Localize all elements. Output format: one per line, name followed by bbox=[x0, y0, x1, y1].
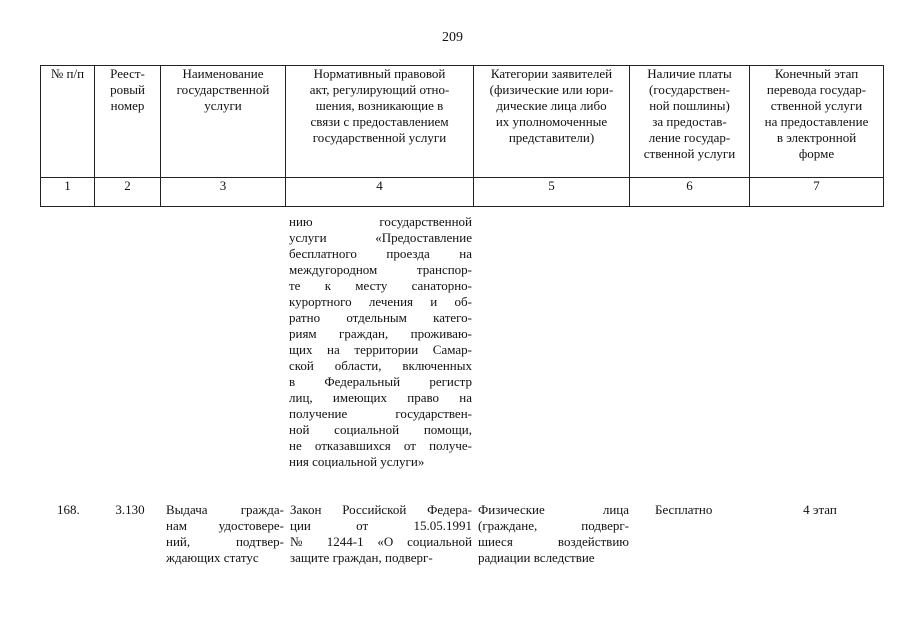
column-number-row bbox=[41, 178, 884, 207]
column-number-2: 2 bbox=[95, 178, 161, 207]
row-168-applicant-category bbox=[478, 502, 629, 566]
column-number-1: 1 bbox=[41, 178, 95, 207]
text-line: на предоставление bbox=[764, 114, 869, 129]
column-number-5: 5 bbox=[474, 178, 630, 207]
text-line: в электронной bbox=[776, 130, 857, 145]
text-line: ции от 15.05.1991 bbox=[290, 518, 472, 533]
column-number-4: 4 bbox=[286, 178, 474, 207]
text-line: получение государствен- bbox=[289, 406, 472, 421]
text-line: за предостав- bbox=[652, 114, 727, 129]
header-cell-legal-act bbox=[286, 66, 474, 178]
header-cell-fee bbox=[630, 66, 750, 178]
column-number-6: 6 bbox=[630, 178, 750, 207]
text-line: риям граждан, проживаю- bbox=[289, 326, 472, 341]
text-line: ровый bbox=[110, 82, 145, 97]
services-table-header bbox=[40, 65, 884, 207]
text-line: Реест- bbox=[110, 66, 145, 81]
text-line: дические лица либо bbox=[496, 98, 607, 113]
text-line: щих на территории Самар- bbox=[289, 342, 472, 357]
text-line: Закон Российской Федера- bbox=[290, 502, 472, 517]
text-line: (физические или юри- bbox=[489, 82, 614, 97]
text-line: шиеся воздействию bbox=[478, 534, 629, 549]
text-line: не отказавшихся от получе- bbox=[289, 438, 472, 453]
text-line: услуги «Предоставление bbox=[289, 230, 472, 245]
text-line: Выдача гражда- bbox=[166, 502, 284, 517]
text-line: курортного лечения и об- bbox=[289, 294, 472, 309]
text-line: междугородном транспор- bbox=[289, 262, 472, 277]
text-line: Категории заявителей bbox=[490, 66, 613, 81]
row-168-number: 168. bbox=[57, 502, 80, 517]
text-line: (граждане, подверг- bbox=[478, 518, 629, 533]
column-number-7: 7 bbox=[750, 178, 884, 207]
header-cell-applicants bbox=[474, 66, 630, 178]
text-line: Конечный этап bbox=[774, 66, 859, 81]
text-line: ждающих статус bbox=[166, 550, 259, 565]
text-line: Физические лица bbox=[478, 502, 629, 517]
text-line: связи с предоставлением bbox=[310, 114, 449, 129]
text-line: ской области, включенных bbox=[289, 358, 472, 373]
column-number-3: 3 bbox=[161, 178, 286, 207]
text-line: нию государственной bbox=[289, 214, 472, 229]
text-line: нам удостовере- bbox=[166, 518, 284, 533]
text-line: (государствен- bbox=[649, 82, 730, 97]
row-168-service-name bbox=[166, 502, 284, 566]
row-168-final-stage: 4 этап bbox=[803, 502, 837, 517]
text-line: № п/п bbox=[50, 66, 85, 81]
header-cell-registry bbox=[95, 66, 161, 178]
text-line: радиации вследствие bbox=[478, 550, 595, 565]
text-line: № 1244-1 «О социальной bbox=[290, 534, 472, 549]
text-line: ственной услуги bbox=[770, 98, 863, 113]
text-line: ной социальной помощи, bbox=[289, 422, 472, 437]
text-line: ление государ- bbox=[648, 130, 731, 145]
text-line: защите граждан, подверг- bbox=[290, 550, 433, 565]
header-cell-service-name bbox=[161, 66, 286, 178]
text-line: ственной услуги bbox=[643, 146, 736, 161]
text-line: услуги bbox=[204, 98, 242, 113]
text-line: ной пошлины) bbox=[649, 98, 730, 113]
text-line: в Федеральный регистр bbox=[289, 374, 472, 389]
text-line: Нормативный правовой bbox=[313, 66, 446, 81]
header-cell-final-stage bbox=[750, 66, 884, 178]
text-line: акт, регулирующий отно- bbox=[309, 82, 450, 97]
text-line: лиц, имеющих право на bbox=[289, 390, 472, 405]
text-line: их уполномоченные bbox=[495, 114, 608, 129]
header-row bbox=[41, 66, 884, 178]
legal-act-continuation bbox=[289, 214, 472, 470]
text-line: шения, возникающие в bbox=[315, 98, 444, 113]
text-line: Наличие платы bbox=[647, 66, 732, 81]
header-cell-number bbox=[41, 66, 95, 178]
text-line: государственной услуги bbox=[312, 130, 447, 145]
text-line: перевода государ- bbox=[766, 82, 867, 97]
text-line: те к месту санаторно- bbox=[289, 278, 472, 293]
row-168-legal-act bbox=[290, 502, 472, 566]
row-168-fee: Бесплатно bbox=[655, 502, 713, 517]
page-number: 209 bbox=[442, 30, 463, 45]
text-line: бесплатного проезда на bbox=[289, 246, 472, 261]
row-168-registry-number: 3.130 bbox=[115, 502, 145, 517]
text-line: ратно отдельным катего- bbox=[289, 310, 472, 325]
text-line: представители) bbox=[508, 130, 595, 145]
text-line: ний, подтвер- bbox=[166, 534, 284, 549]
text-line: Наименование bbox=[182, 66, 264, 81]
text-line: номер bbox=[110, 98, 145, 113]
text-line: форме bbox=[798, 146, 835, 161]
text-line: ния социальной услуги» bbox=[289, 454, 425, 469]
text-line: государственной bbox=[176, 82, 270, 97]
